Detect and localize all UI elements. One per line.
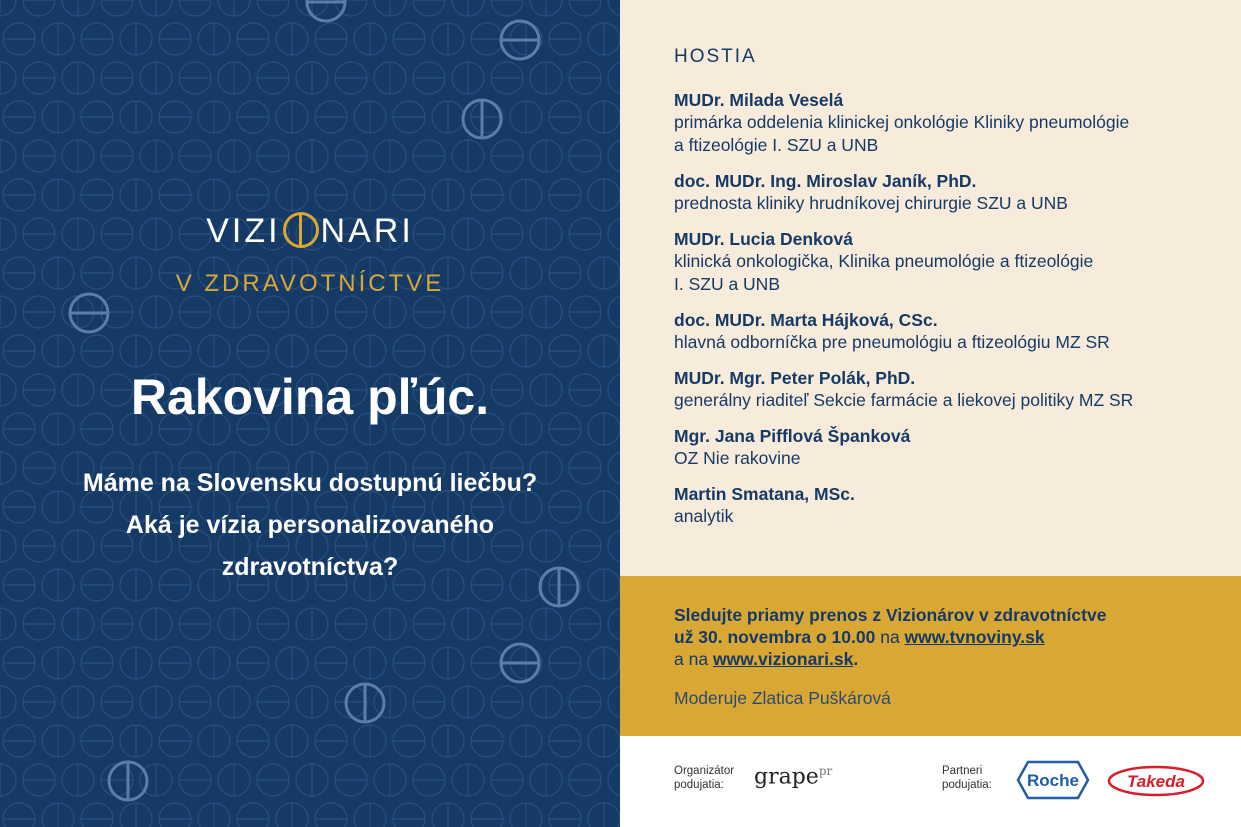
guest-item: [674, 484, 1214, 528]
vizionari-logo: VIZI NARI: [206, 212, 414, 250]
guest-role: primárka oddelenia klinickej onkológie Kliniky pneumológie: [674, 112, 1130, 132]
pill-icon: [463, 100, 501, 138]
pill-icon: [501, 644, 539, 682]
pill-icon: [346, 684, 384, 722]
roche-logo: [1016, 760, 1090, 800]
guest-item: [674, 426, 1214, 470]
svg-text:Takeda: Takeda: [1127, 772, 1185, 791]
guest-item: [674, 229, 1214, 296]
stream-panel: [620, 576, 1241, 736]
guest-name: doc. MUDr. Marta Hájková, CSc.: [674, 310, 938, 330]
guest-name: MUDr. Mgr. Peter Polák, PhD.: [674, 368, 916, 388]
guest-role: OZ Nie rakovine: [674, 448, 801, 468]
moderator-text: Moderuje Zlatica Puškárová: [674, 688, 891, 708]
guest-role: I. SZU a UNB: [674, 274, 780, 294]
stream-line: a na www.vizionari.sk.: [674, 649, 859, 669]
guest-role: prednosta kliniky hrudníkovej chirurgie SZU a UNB: [674, 193, 1068, 213]
questions: [20, 462, 600, 588]
guest-item: [674, 90, 1214, 157]
guests-list: [674, 90, 1214, 542]
footer: [620, 736, 1241, 827]
svg-text:Roche: Roche: [1027, 771, 1079, 790]
page-title: Rakovina pľúc.: [130, 369, 490, 425]
stream-line: Sledujte priamy prenos z Vizionárov v zdravotníctve: [674, 605, 1107, 625]
guest-name: doc. MUDr. Ing. Miroslav Janík, PhD.: [674, 171, 977, 191]
question-line: Aká je vízia personalizovaného: [125, 511, 495, 539]
guests-heading: HOSTIA: [674, 46, 757, 67]
logo-o-icon: [283, 212, 319, 248]
guest-role: generálny riaditeľ Sekcie farmácie a liekovej politiky MZ SR: [674, 390, 1134, 410]
logo-subtitle: V ZDRAVOTNÍCTVE: [175, 270, 445, 297]
guest-name: MUDr. Lucia Denková: [674, 229, 853, 249]
guest-role: analytik: [674, 506, 734, 526]
left-panel: [0, 0, 620, 827]
tvnoviny-link[interactable]: www.tvnoviny.sk: [904, 627, 1045, 647]
grape-logo: grape$^{pr}$: [754, 764, 833, 790]
question-line: zdravotníctva?: [221, 553, 399, 581]
guest-role: klinická onkologička, Klinika pneumológie a ftizeológie: [674, 251, 1094, 271]
stream-line: už 30. novembra o 10.00 na www.tvnoviny.sk: [674, 627, 1045, 647]
pill-icon: [109, 762, 147, 800]
guest-name: Mgr. Jana Pifflová Španková: [674, 426, 911, 446]
stream-info: [674, 604, 1214, 670]
takeda-logo: [1106, 764, 1206, 798]
guest-role: a ftizeológie I. SZU a UNB: [674, 135, 879, 155]
question-line: Máme na Slovensku dostupnú liečbu?: [82, 469, 538, 497]
vizionari-link[interactable]: www.vizionari.sk: [712, 649, 854, 669]
guest-name: Martin Smatana, MSc.: [674, 484, 855, 504]
guests-panel: [620, 0, 1241, 576]
partners-label: Partneri podujatia:: [942, 765, 992, 791]
guest-name: MUDr. Milada Veselá: [674, 90, 844, 110]
guest-role: hlavná odborníčka pre pneumológiu a ftizeológiu MZ SR: [674, 332, 1110, 352]
guest-item: [674, 368, 1214, 412]
guest-item: [674, 310, 1214, 354]
guest-item: [674, 171, 1214, 215]
organizer-label: Organizátor podujatia:: [674, 765, 735, 791]
